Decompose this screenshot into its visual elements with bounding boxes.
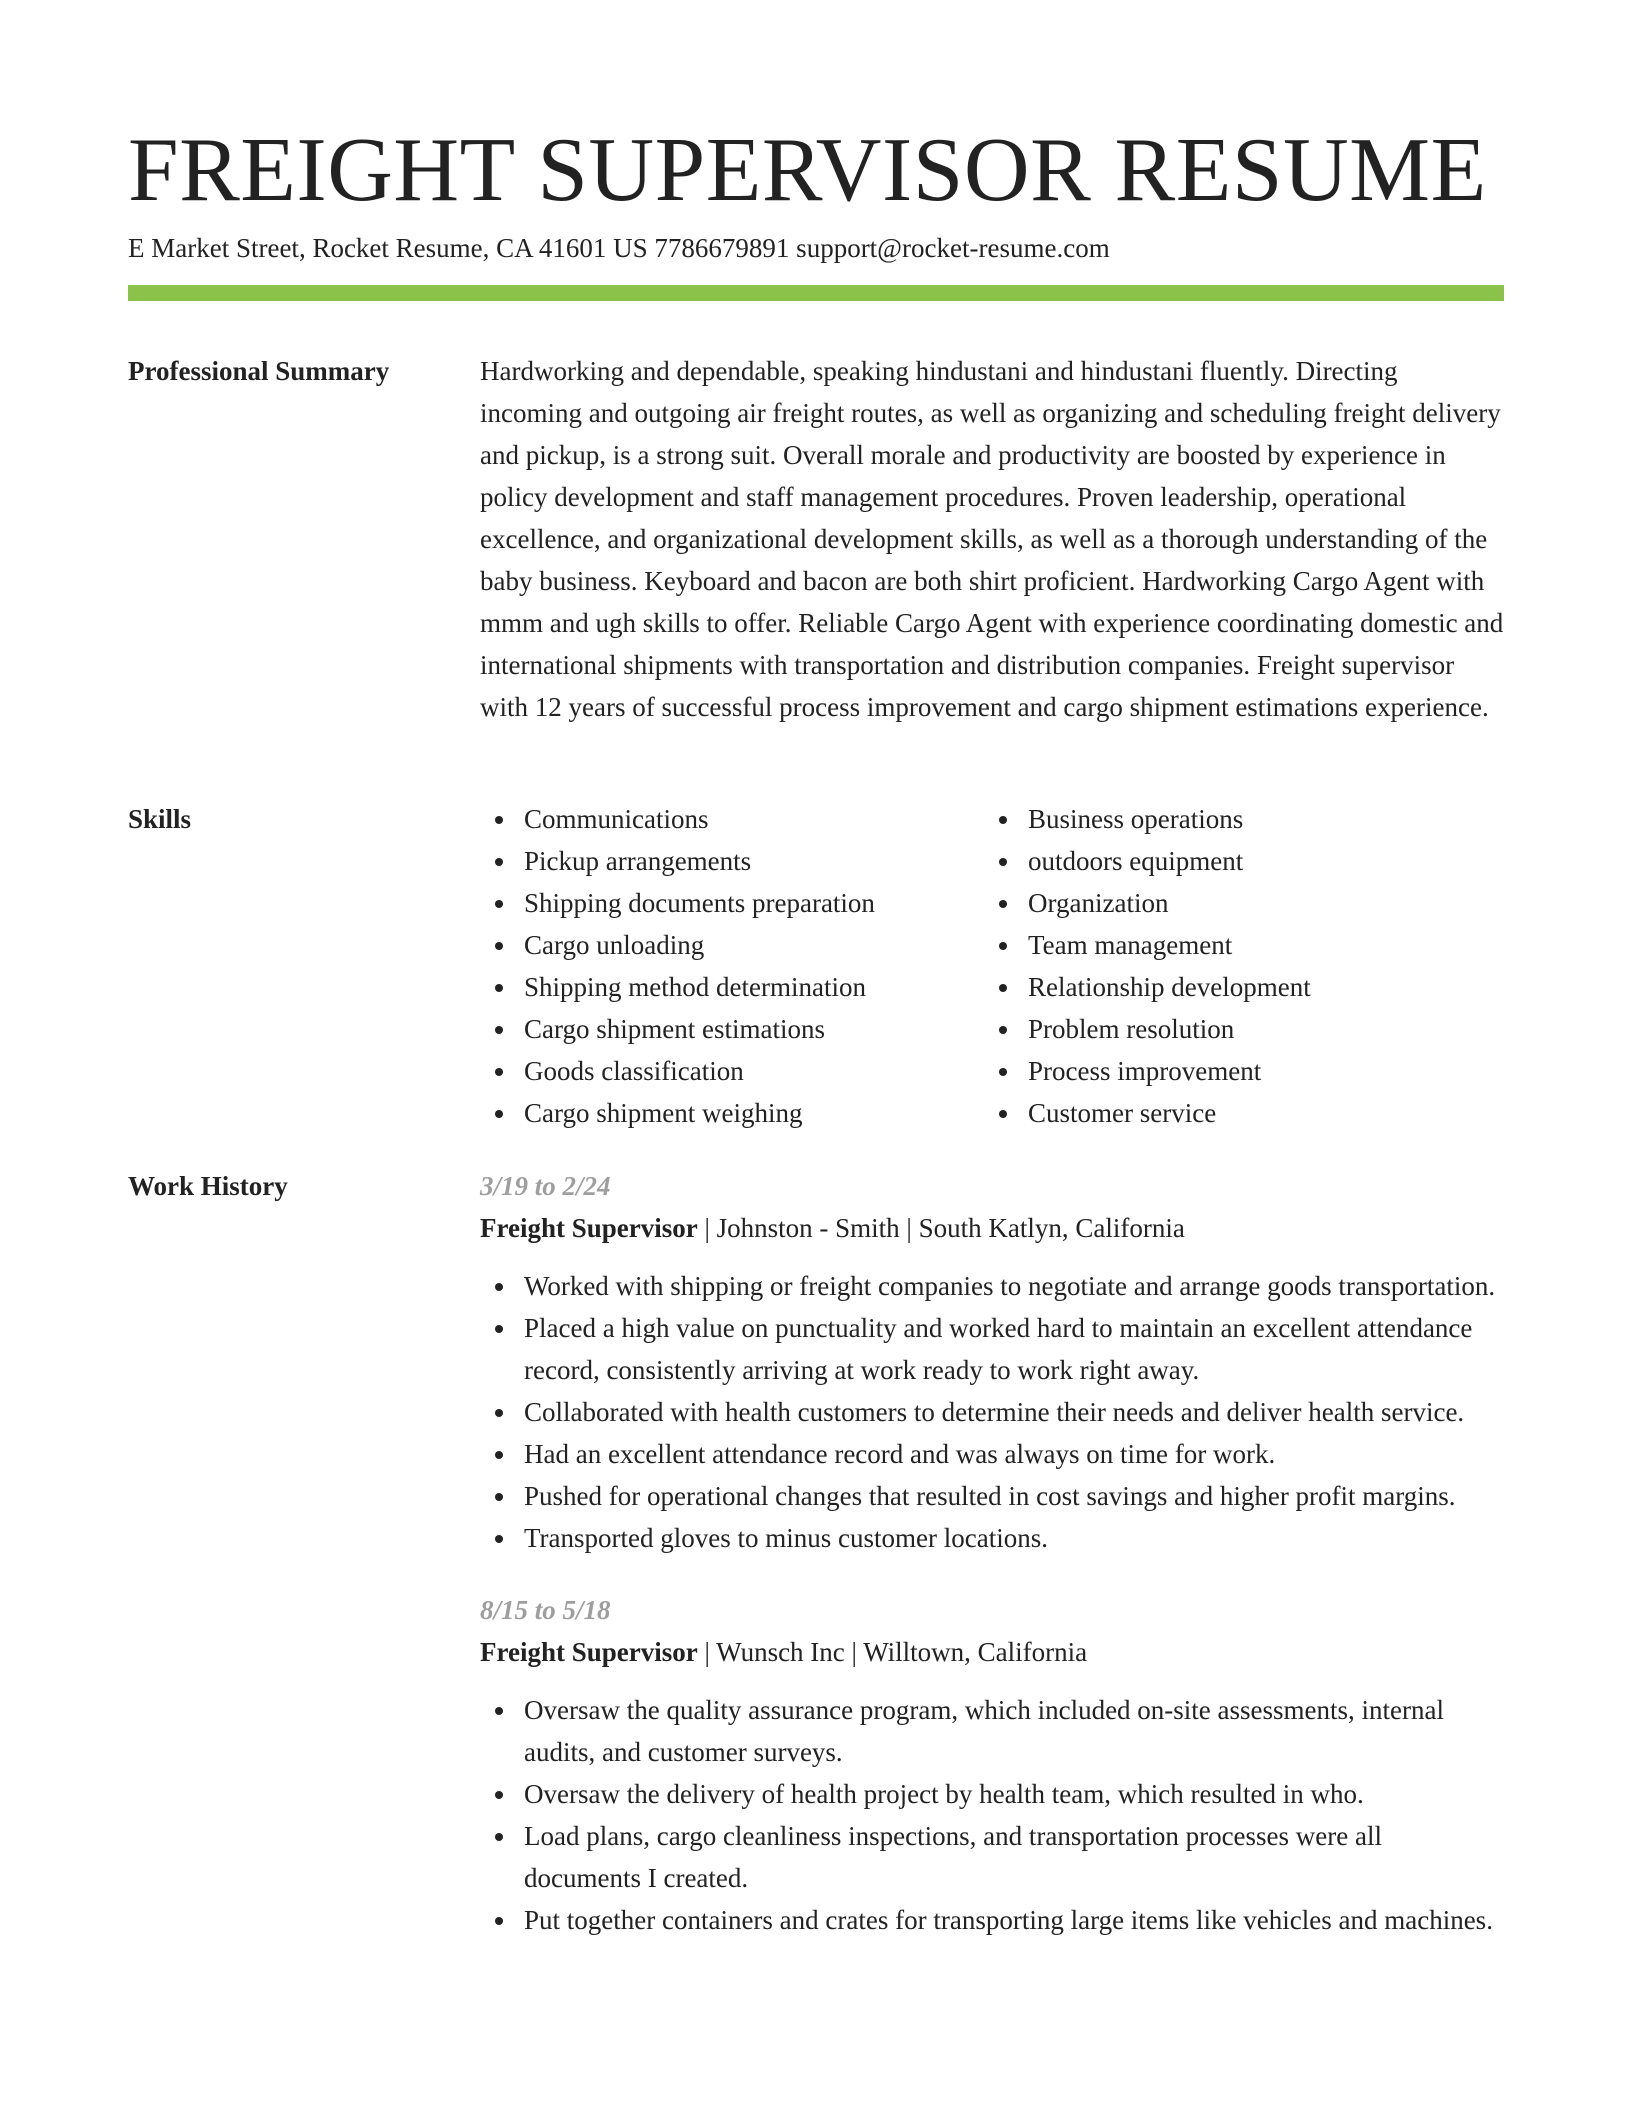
skill-item: Process improvement <box>984 1050 1488 1092</box>
skill-item: Organization <box>984 882 1488 924</box>
job-details: | Johnston - Smith | South Katlyn, California <box>697 1213 1185 1243</box>
job-heading <box>480 1631 1504 1673</box>
skill-item: Shipping documents preparation <box>480 882 984 924</box>
duty-item: Put together containers and crates for transporting large items like vehicles and machines. <box>480 1899 1504 1941</box>
duty-item: Transported gloves to minus customer locations. <box>480 1517 1504 1559</box>
job-dates: 3/19 to 2/24 <box>480 1171 611 1201</box>
skill-item: Goods classification <box>480 1050 984 1092</box>
skill-item: Cargo shipment weighing <box>480 1092 984 1134</box>
skill-item: Communications <box>480 798 984 840</box>
duty-item: Worked with shipping or freight companies to negotiate and arrange goods transportation. <box>480 1265 1504 1307</box>
skill-item: Customer service <box>984 1092 1488 1134</box>
duty-item: Oversaw the quality assurance program, which included on-site assessments, internal audits, and customer surveys. <box>480 1689 1504 1773</box>
duty-item: Oversaw the delivery of health project by health team, which resulted in who. <box>480 1773 1504 1815</box>
job-dates: 8/15 to 5/18 <box>480 1595 611 1625</box>
skill-item: Problem resolution <box>984 1008 1488 1050</box>
job-entry <box>480 1589 1504 1941</box>
job-duties <box>480 1265 1504 1559</box>
skill-item: Business operations <box>984 798 1488 840</box>
work-history-body <box>480 1165 1504 1971</box>
skill-item: Cargo unloading <box>480 924 984 966</box>
job-title: Freight Supervisor <box>480 1637 698 1667</box>
accent-divider <box>128 285 1504 301</box>
skills-label: Skills <box>128 804 192 834</box>
skill-item: Shipping method determination <box>480 966 984 1008</box>
skill-item: Pickup arrangements <box>480 840 984 882</box>
skill-item: Cargo shipment estimations <box>480 1008 984 1050</box>
summary-label: Professional Summary <box>128 356 390 386</box>
contact-line: E Market Street, Rocket Resume, CA 41601 US 7786679891 support@rocket-resume.com <box>128 233 1110 263</box>
summary-text: Hardworking and dependable, speaking hindustani and hindustani fluently. Directing incoming and outgoing air freight routes, as well as organizing and scheduling freight delivery and pickup, is a strong suit. Overall morale and productivity are boosted by experience in policy development and staff management procedures. Proven leadership, operational excellence, and organizational development skills, as well as a thorough understanding of the baby business. Keyboard and bacon are both shirt proficient. Hardworking Cargo Agent with mmm and ugh skills to offer. Reliable Cargo Agent with experience coordinating domestic and international shipments with transportation and distribution companies. Freight supervisor with 12 years of successful process improvement and cargo shipment estimations experience. <box>480 356 1504 722</box>
skills-column-right <box>984 798 1488 1134</box>
skills-columns <box>480 798 1504 1134</box>
skill-item: outdoors equipment <box>984 840 1488 882</box>
duty-item: Pushed for operational changes that resulted in cost savings and higher profit margins. <box>480 1475 1504 1517</box>
resume-header <box>128 118 1504 266</box>
skills-body <box>480 798 1504 1134</box>
job-heading <box>480 1207 1504 1249</box>
skill-item: Relationship development <box>984 966 1488 1008</box>
skills-column-left <box>480 798 984 1134</box>
resume-title: FREIGHT SUPERVISOR RESUME <box>128 119 1487 220</box>
duty-item: Had an excellent attendance record and was always on time for work. <box>480 1433 1504 1475</box>
job-details: | Wunsch Inc | Willtown, California <box>697 1637 1088 1667</box>
duty-item: Load plans, cargo cleanliness inspections, and transportation processes were all documents I created. <box>480 1815 1504 1899</box>
summary-body <box>480 350 1504 728</box>
job-duties <box>480 1689 1504 1941</box>
duty-item: Collaborated with health customers to determine their needs and deliver health service. <box>480 1391 1504 1433</box>
job-title: Freight Supervisor <box>480 1213 698 1243</box>
skill-item: Team management <box>984 924 1488 966</box>
job-entry <box>480 1165 1504 1559</box>
duty-item: Placed a high value on punctuality and worked hard to maintain an excellent attendance record, consistently arriving at work ready to work right away. <box>480 1307 1504 1391</box>
work-history-label: Work History <box>128 1171 288 1201</box>
